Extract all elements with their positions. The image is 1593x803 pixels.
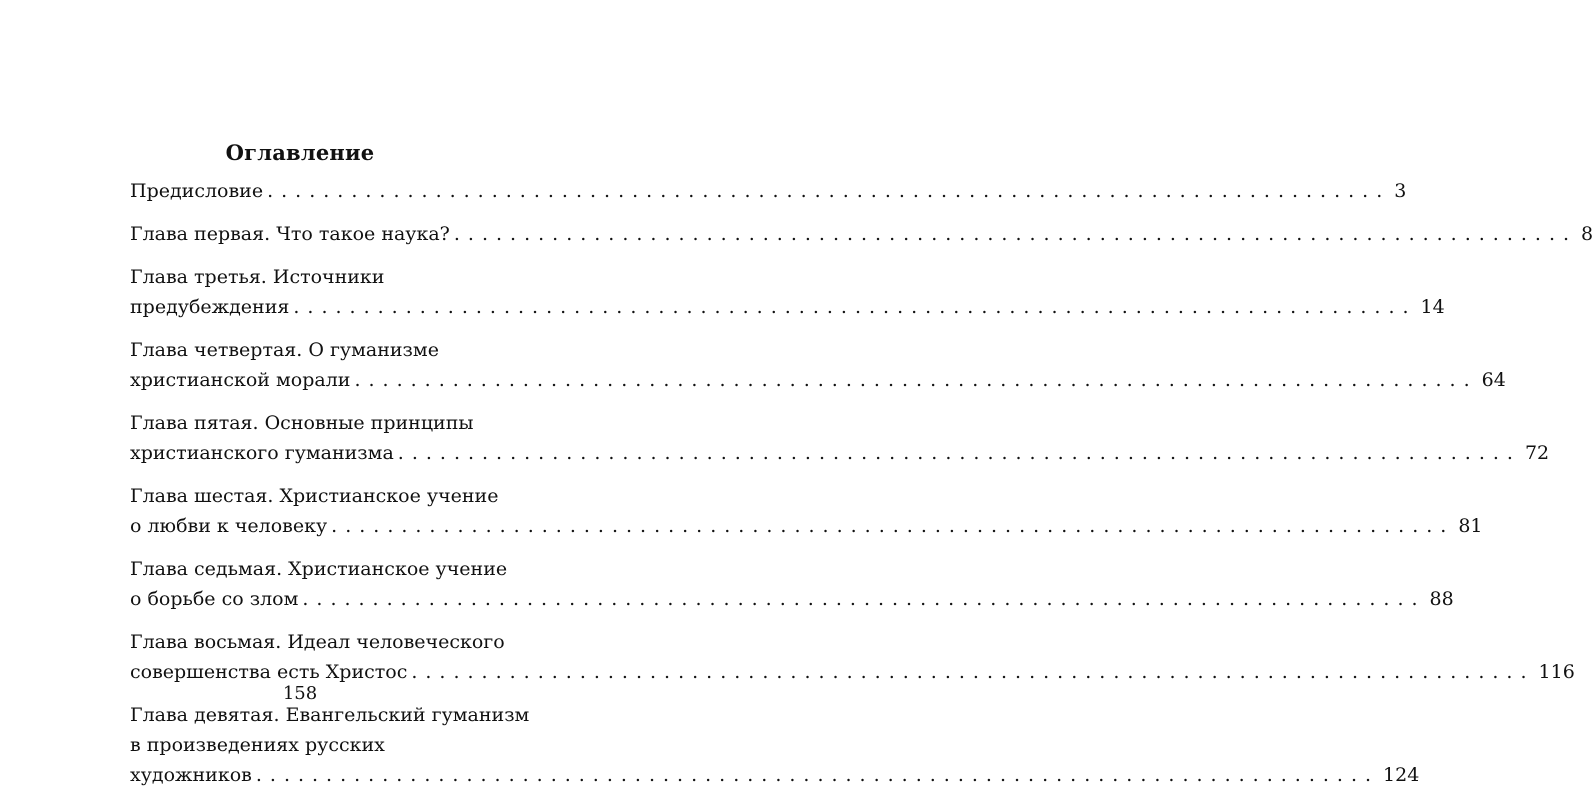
toc-entry — [130, 627, 1575, 687]
toc-entry-text: Предисловие — [130, 180, 264, 202]
toc-entry-text: христианского гуманизма — [130, 442, 394, 464]
toc-entry — [130, 700, 1420, 790]
dot-leader: ................................................................................ — [354, 369, 1478, 391]
toc-entry-text: о борьбе со злом — [130, 588, 299, 610]
toc-entry-text: предубеждения — [130, 296, 290, 318]
dot-leader: ................................................................................ — [293, 296, 1417, 318]
page-number: 158 — [282, 683, 318, 704]
toc-entry-text: Глава шестая. Христианское учение — [130, 485, 499, 507]
toc-entry-text: христианской морали — [130, 369, 351, 391]
toc-entry-page: 64 — [1481, 369, 1506, 391]
toc-entry — [130, 554, 1454, 614]
dot-leader: ................................................................................ — [331, 515, 1455, 537]
toc-entry-last-line — [130, 219, 1593, 249]
toc-entry-page: 81 — [1458, 515, 1483, 537]
table-of-contents — [130, 176, 1593, 803]
toc-entry-last-line — [130, 511, 1483, 541]
toc-entry — [130, 408, 1550, 468]
dot-leader: ................................................................................ — [255, 764, 1380, 786]
toc-entry-last-line — [130, 292, 1445, 322]
dot-leader: ................................................................................ — [453, 223, 1578, 245]
toc-entry-text: Глава третья. Источники — [130, 266, 385, 288]
toc-entry-page: 124 — [1383, 764, 1420, 786]
toc-entry-text: о любви к человеку — [130, 515, 328, 537]
toc-entry — [130, 262, 1445, 322]
toc-entry-text: художников — [130, 764, 252, 786]
toc-entry-page: 8 — [1581, 223, 1593, 245]
toc-entry — [130, 219, 1593, 249]
toc-entry — [130, 176, 1407, 206]
toc-entry-last-line — [130, 438, 1550, 468]
toc-entry-text: Глава четвертая. О гуманизме — [130, 339, 439, 361]
dot-leader: ................................................................................ — [267, 180, 1391, 202]
toc-entry-text: Глава пятая. Основные принципы — [130, 412, 474, 434]
toc-entry-page: 14 — [1420, 296, 1445, 318]
toc-entry-page: 72 — [1524, 442, 1550, 464]
toc-entry-page: 116 — [1538, 661, 1575, 683]
toc-entry-text: Глава девятая. Евангельский гуманизм — [130, 704, 530, 726]
dot-leader: ................................................................................ — [397, 442, 1521, 464]
toc-entry — [130, 335, 1506, 395]
toc-entry-last-line — [130, 176, 1407, 206]
toc-title: Оглавление — [225, 140, 375, 165]
toc-entry-text: совершенства есть Христос — [130, 661, 408, 683]
toc-entry-text: в произведениях русских — [130, 734, 385, 756]
toc-entry-page: 3 — [1394, 180, 1407, 202]
dot-leader: ................................................................................ — [411, 661, 1535, 683]
toc-entry-last-line — [130, 584, 1454, 614]
toc-entry-text: Глава восьмая. Идеал человеческого — [130, 631, 505, 653]
toc-entry — [130, 481, 1483, 541]
toc-entry-last-line — [130, 760, 1420, 790]
toc-entry-text: Глава седьмая. Христианское учение — [130, 558, 508, 580]
toc-entry-last-line — [130, 365, 1506, 395]
dot-leader: ................................................................................ — [302, 588, 1426, 610]
toc-entry-text: Глава первая. Что такое наука? — [130, 223, 450, 245]
toc-entry-page: 88 — [1429, 588, 1454, 610]
